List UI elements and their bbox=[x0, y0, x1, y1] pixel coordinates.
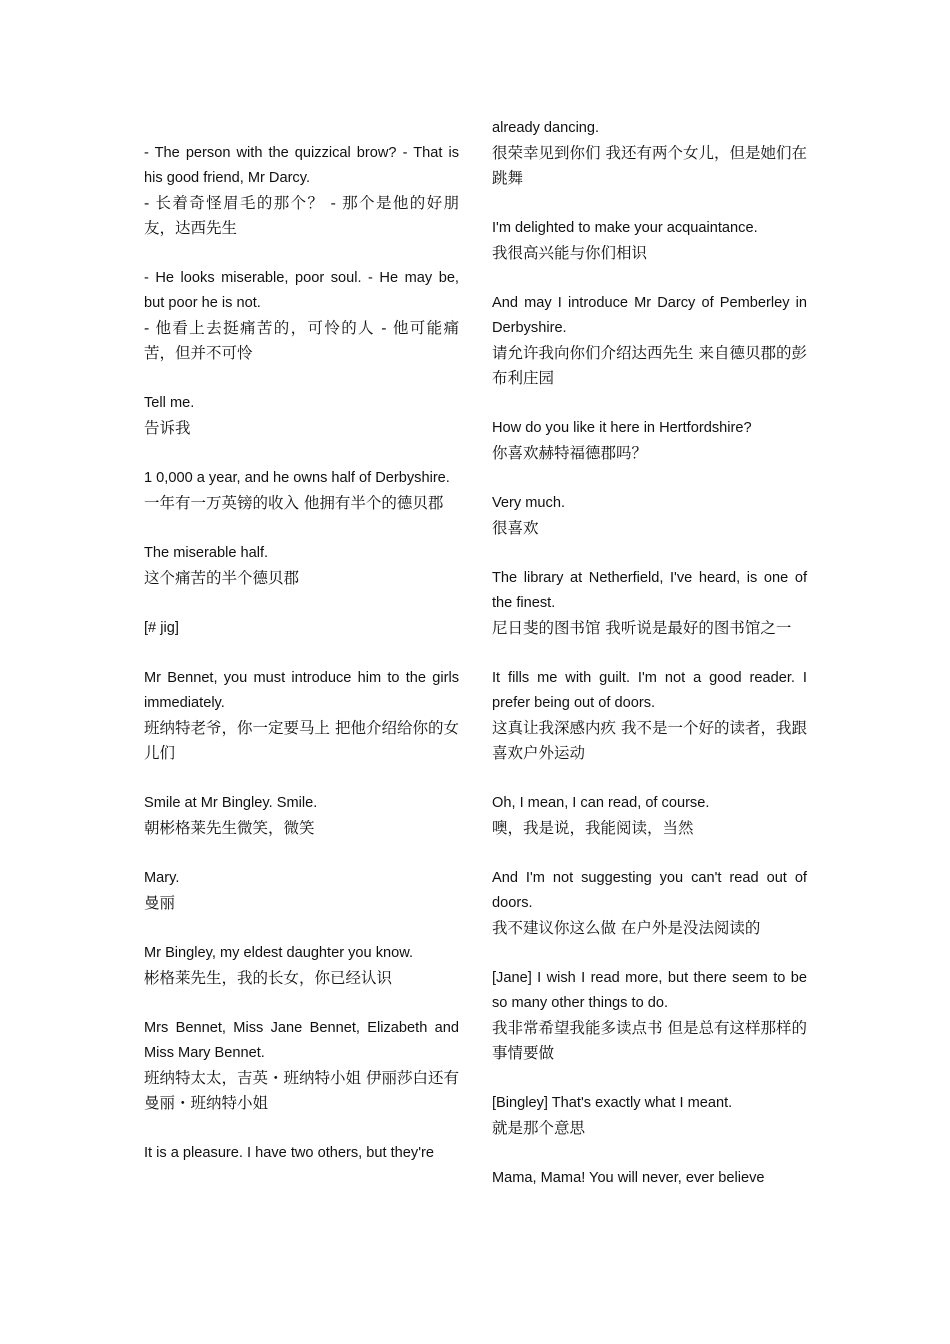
chinese-line: 很荣幸见到你们 我还有两个女儿，但是她们在跳舞 bbox=[492, 144, 807, 187]
english-line: I'm delighted to make your acquaintance. bbox=[492, 220, 758, 236]
subtitle-entry bbox=[492, 866, 807, 941]
chinese-line: 噢，我是说，我能阅读，当然 bbox=[492, 819, 694, 837]
subtitle-entry bbox=[144, 391, 459, 441]
left-column bbox=[144, 141, 459, 1166]
english-line: [Bingley] That's exactly what I meant. bbox=[492, 1095, 733, 1111]
english-line: - The person with the quizzical brow? - That is his good friend, Mr Darcy. bbox=[144, 145, 459, 186]
chinese-line: 很喜欢 bbox=[492, 519, 539, 537]
chinese-line: 一年有一万英镑的收入 他拥有半个的德贝郡 bbox=[144, 494, 444, 512]
english-line: Very much. bbox=[492, 495, 565, 511]
right-column bbox=[492, 116, 807, 1191]
english-line: Oh, I mean, I can read, of course. bbox=[492, 795, 710, 811]
subtitle-entry bbox=[144, 941, 459, 991]
chinese-line: 尼日斐的图书馆 我听说是最好的图书馆之一 bbox=[492, 619, 792, 637]
english-line: [Jane] I wish I read more, but there seem to be so many other things to do. bbox=[492, 970, 807, 1011]
subtitle-entry bbox=[492, 116, 807, 191]
chinese-line: 彬格莱先生，我的长女，你已经认识 bbox=[144, 969, 393, 987]
subtitle-entry bbox=[492, 216, 807, 266]
english-line: How do you like it here in Hertfordshire? bbox=[492, 420, 752, 436]
english-line: [# jig] bbox=[144, 620, 179, 636]
subtitle-entry bbox=[144, 666, 459, 766]
english-line: - He looks miserable, poor soul. - He may be, but poor he is not. bbox=[144, 270, 459, 311]
english-line: Smile at Mr Bingley. Smile. bbox=[144, 795, 318, 811]
english-line: Mr Bingley, my eldest daughter you know. bbox=[144, 945, 414, 961]
chinese-line: 曼丽 bbox=[144, 894, 176, 912]
chinese-line: 班纳特老爷，你一定要马上 把他介绍给你的女儿们 bbox=[144, 719, 459, 762]
english-line: Mama, Mama! You will never, ever believe bbox=[492, 1170, 765, 1186]
english-line: Mrs Bennet, Miss Jane Bennet, Elizabeth and Miss Mary Bennet. bbox=[144, 1020, 459, 1061]
subtitle-entry bbox=[144, 1016, 459, 1116]
chinese-line: 请允许我向你们介绍达西先生 来自德贝郡的彭布利庄园 bbox=[492, 344, 807, 387]
english-line: It is a pleasure. I have two others, but they're bbox=[144, 1145, 434, 1161]
subtitle-entry bbox=[492, 491, 807, 541]
chinese-line: 告诉我 bbox=[144, 419, 191, 437]
subtitle-entry bbox=[144, 616, 459, 641]
chinese-line: 就是那个意思 bbox=[492, 1119, 586, 1137]
chinese-line: - 他看上去挺痛苦的，可怜的人 - 他可能痛苦，但并不可怜 bbox=[144, 319, 459, 362]
chinese-line: 朝彬格莱先生微笑，微笑 bbox=[144, 819, 315, 837]
subtitle-entry bbox=[492, 291, 807, 391]
english-line: 1 0,000 a year, and he owns half of Derbyshire. bbox=[144, 470, 450, 486]
chinese-line: - 长着奇怪眉毛的那个？ - 那个是他的好朋友，达西先生 bbox=[144, 194, 459, 237]
english-line: And I'm not suggesting you can't read out of doors. bbox=[492, 870, 807, 911]
subtitle-entry bbox=[144, 791, 459, 841]
subtitle-entry bbox=[144, 266, 459, 366]
subtitle-entry bbox=[492, 1166, 807, 1191]
english-line: already dancing. bbox=[492, 120, 600, 136]
english-line: Tell me. bbox=[144, 395, 195, 411]
subtitle-entry bbox=[144, 1141, 459, 1166]
chinese-line: 我非常希望我能多读点书 但是总有这样那样的事情要做 bbox=[492, 1019, 807, 1062]
english-line: It fills me with guilt. I'm not a good reader. I prefer being out of doors. bbox=[492, 670, 807, 711]
subtitle-entry bbox=[492, 416, 807, 466]
chinese-line: 我不建议你这么做 在户外是没法阅读的 bbox=[492, 919, 761, 937]
subtitle-entry bbox=[492, 666, 807, 766]
english-line: Mary. bbox=[144, 870, 180, 886]
subtitle-entry bbox=[144, 541, 459, 591]
subtitle-entry bbox=[492, 566, 807, 641]
english-line: Mr Bennet, you must introduce him to the girls immediately. bbox=[144, 670, 459, 711]
subtitle-entry bbox=[492, 791, 807, 841]
subtitle-entry bbox=[492, 1091, 807, 1141]
chinese-line: 你喜欢赫特福德郡吗？ bbox=[492, 444, 648, 462]
english-line: And may I introduce Mr Darcy of Pemberley in Derbyshire. bbox=[492, 295, 807, 336]
subtitle-entry bbox=[144, 866, 459, 916]
subtitle-entry bbox=[144, 466, 459, 516]
chinese-line: 这个痛苦的半个德贝郡 bbox=[144, 569, 300, 587]
chinese-line: 这真让我深感内疚 我不是一个好的读者，我跟喜欢户外运动 bbox=[492, 719, 807, 762]
subtitle-entry bbox=[144, 141, 459, 241]
subtitle-entry bbox=[492, 966, 807, 1066]
english-line: The miserable half. bbox=[144, 545, 269, 561]
chinese-line: 班纳特太太，吉英・班纳特小姐 伊丽莎白还有曼丽・班纳特小姐 bbox=[144, 1069, 459, 1112]
english-line: The library at Netherfield, I've heard, is one of the finest. bbox=[492, 570, 807, 611]
chinese-line: 我很高兴能与你们相识 bbox=[492, 244, 648, 262]
